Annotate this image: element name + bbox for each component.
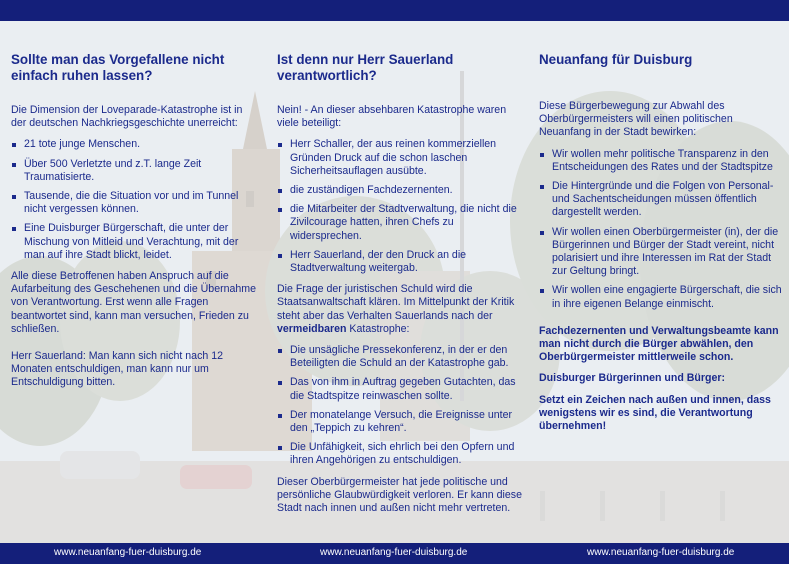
bullet-list-criticism <box>277 344 523 468</box>
paragraph-sauerland: Herr Sauerland: Man kann sich nicht nach 12 Monaten entschuldigen, man kann nur um Entschuldigung bitten. <box>11 350 223 389</box>
bullet-list-left <box>11 138 257 262</box>
bullet-list-goals <box>539 148 785 311</box>
list-item: Wir wollen mehr politische Transparenz in den Entscheidungen des Rates und der Stadtspitze <box>539 148 785 174</box>
paragraph-credibility: Dieser Oberbürgermeister hat jede politische und persönliche Glaubwürdigkeit verloren. Er kann diese Stadt nach innen und außen nicht mehr vertreten. <box>277 475 522 515</box>
bold-address-citizens: Duisburger Bürgerinnen und Bürger: <box>539 372 725 385</box>
list-item: 21 tote junge Menschen. <box>11 138 257 151</box>
list-item: Tausende, die die Situation vor und im Tunnel nicht vergessen können. <box>11 190 257 216</box>
list-item: Herr Sauerland, der den Druck an die Stadtverwaltung weitergab. <box>277 249 523 275</box>
footer-url-left[interactable]: www.neuanfang-fuer-duisburg.de <box>54 547 202 558</box>
heading-right: Neuanfang für Duisburg <box>539 52 693 67</box>
heading-left: Sollte man das Vorgefallene nicht einfach ruhen lassen? <box>11 52 225 83</box>
intro-middle: Nein! - An dieser absehbaren Katastrophe waren viele beteiligt: <box>277 104 507 130</box>
intro-left: Die Dimension der Loveparade-Katastrophe ist in der deutschen Nachkriegsgeschichte unerreicht: <box>11 104 243 130</box>
list-item: Die Unfähigkeit, sich ehrlich bei den Opfern und ihren Angehörigen zu entschuldigen. <box>277 441 523 467</box>
list-item: Wir wollen eine engagierte Bürgerschaft, die sich in ihre eigenen Belange einmischt. <box>539 284 785 310</box>
column-left <box>11 52 257 398</box>
paragraph-legal-guilt <box>277 283 523 336</box>
list-item: Die unsägliche Pressekonferenz, in der er den Beteiligten die Schuld an der Katastrophe gab. <box>277 344 523 370</box>
paragraph-affected: Alle diese Betroffenen haben Anspruch auf die Aufarbeitung des Geschehenen und die Übernahme von Verantwortung. Erst wenn alle Fragen beantwortet sind, kann man versuchen, Frieden zu schließen. <box>11 270 257 335</box>
text-span: Katastrophe: <box>346 322 410 335</box>
list-item: die Mitarbeiter der Stadtverwaltung, die nicht die Zivilcourage hatten, ihren Chefs zu widersprechen. <box>277 203 523 243</box>
list-item: Das von ihm in Auftrag gegeben Gutachten, das die Stadtspitze reinwaschen sollte. <box>277 376 523 402</box>
list-item: Die Hintergründe und die Folgen von Personal- und Sachentscheidungen müssen öffentlich dargestellt werden. <box>539 180 785 220</box>
list-item: Der monatelange Versuch, die Ereignisse unter den „Teppich zu kehren“. <box>277 409 523 435</box>
heading-middle: Ist denn nur Herr Sauerland verantwortlich? <box>277 52 454 83</box>
list-item: Über 500 Verletzte und z.T. lange Zeit Traumatisierte. <box>11 158 257 184</box>
list-item: die zuständigen Fachdezernenten. <box>277 184 523 197</box>
bullet-list-involved <box>277 138 523 275</box>
footer-url-middle[interactable]: www.neuanfang-fuer-duisburg.de <box>320 547 468 558</box>
list-item: Eine Duisburger Bürgerschaft, die unter der Mischung von Mitleid und Verachtung, mit der man auf ihre Stadt blickt, leidet. <box>11 222 257 262</box>
emphasis-text: vermeidbaren <box>277 322 347 335</box>
list-item: Wir wollen einen Oberbürgermeister (in), der die Bürgerinnen und Bürger der Stadt vereint, nicht polarisiert und ihre Interessen im Rat der Stadt zur Geltung bringt. <box>539 226 785 279</box>
list-item: Herr Schaller, der aus reinen kommerziellen Gründen Druck auf die schon laschen Sicherheitsauflagen ausübte. <box>277 138 523 178</box>
intro-right: Diese Bürgerbewegung zur Abwahl des Oberbürgermeisters will einen politischen Neuanfang in der Stadt bewirken: <box>539 100 733 139</box>
top-bar <box>0 0 789 21</box>
column-middle <box>277 52 523 523</box>
bold-call-to-action: Setzt ein Zeichen nach außen und innen, dass wenigstens wir es sind, die Verantwortung übernehmen! <box>539 393 771 433</box>
column-right <box>539 52 785 441</box>
footer-url-right[interactable]: www.neuanfang-fuer-duisburg.de <box>587 547 735 558</box>
bold-statement-deselect: Fachdezernenten und Verwaltungsbeamte kann man nicht durch die Bürger abwählen, den Oberbürgermeister mittlerweile schon. <box>539 324 779 364</box>
text-span: Die Frage der juristischen Schuld wird die Staatsanwaltschaft klären. Im Mittelpunkt der Kritik steht aber das Verhalten Sauerlands nach der <box>277 283 515 322</box>
